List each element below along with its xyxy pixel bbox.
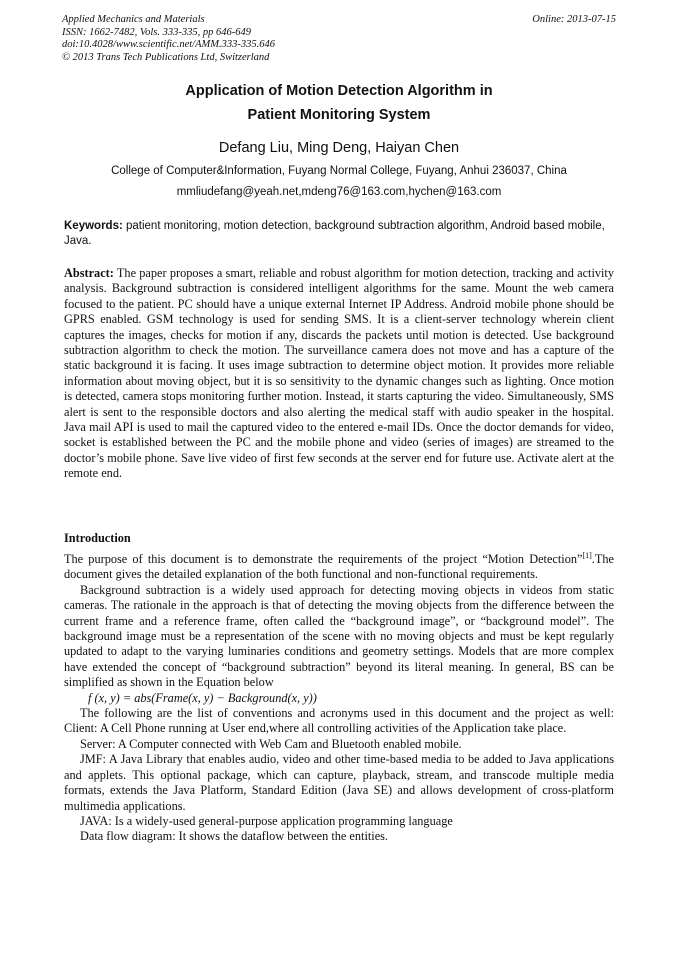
doi-line: doi:10.4028/www.scientific.net/AMM.333-335.646 [62,39,275,50]
abstract-label: Abstract: [64,266,114,280]
abstract-text: The paper proposes a smart, reliable and robust algorithm for motion detection, tracking and activity analysis. Background subtraction is considered intelligent algorithms for the same. Mount the web camera focused to the patient. PC should have a unique external Internet IP Address. Android mobile phone should be GPRS enabled. GSM technology is used for sending SMS. It is a client-server technology wherein client captures the images, checks for motion if any, discards the packets until motion is detected. Use background subtraction algorithm to check the motion. The surveillance camera does not move and has a capture of the static background it is facing. It uses image subtraction to determine object motion. It provides more reliable information about moving object, but it is so sensitivity to the dynamic changes such as lighting. Once motion is detected, camera stops monitoring further motion. Instead, it starts capturing the video. Simultaneously, SMS alert is sent to the responsible doctors and also alerting the medical staff with audio speaker in the hospital. Java mail API is used to mail the captured video to the entered e-mail IDs. Once the doctor demands for video, socket is established between the PC and the mobile phone and video (series of images) are streamed to the doctor’s mobile phone. Save live video of first few seconds at the server end for future use. Activate alert at the remote end. [64,266,614,481]
keywords-text: patient monitoring, motion detection, background subtraction algorithm, Android based mobile, Java. [64,220,605,247]
section-heading-introduction: Introduction [64,531,131,545]
keywords [64,219,614,249]
intro-p1-text-b: .The document gives the detailed explanation of the both functional and non-functional requirements. [64,552,614,582]
journal-header [62,14,275,64]
issn-line: ISSN: 1662-7482, Vols. 333-335, pp 646-649 [62,26,251,38]
definition-jmf: JMF: A Java Library that enables audio, video and other time-based media to be added to Java applications and applets. This optional package, which can capture, playback, stream, and transcode multiple media formats, extends the Java Platform, Standard Edition (Java SE) and allows development of cross-platform multimedia applications. [64,752,614,813]
keywords-label: Keywords: [64,220,123,232]
definition-java: JAVA: Is a widely-used general-purpose application programming language [80,813,453,828]
authors: Defang Liu, Ming Deng, Haiyan Chen [218,140,460,156]
title-line-1: Application of Motion Detection Algorithm in [185,83,493,99]
introduction-body [64,552,614,845]
intro-p1-text-a: The purpose of this document is to demonstrate the requirements of the project “Motion Detection” [64,552,583,566]
abstract [64,266,614,482]
equation-background-subtraction: f (x, y) = abs(Frame(x, y) − Background(x, y)) [88,690,317,705]
intro-paragraph-1 [64,552,614,583]
citation-ref-1[interactable]: [1] [582,550,592,560]
journal-name: Applied Mechanics and Materials [62,14,205,25]
intro-paragraph-2: Background subtraction is a widely used approach for detecting moving objects in videos from static cameras. The rationale in the approach is that of detecting the moving objects from the difference between the current frame and a reference frame, often called the “background image”, or “background model”. The background image must be a representation of the scene with no moving objects and must be kept regularly updated to adapt to the varying luminaries conditions and geometry settings. Models that are more complex have extended the concept of “background subtraction” beyond its literal meaning. In general, BS can be simplified as shown in the Equation below [64,582,614,690]
intro-paragraph-3: The following are the list of conventions and acronyms used in this document and the project as well: Client: A Cell Phone running at User end,where all controlling activities of the Application take place. [64,706,614,736]
affiliation: College of Computer&Information, Fuyang Normal College, Fuyang, Anhui 236037, China [111,165,567,177]
definition-server: Server: A Computer connected with Web Cam and Bluetooth enabled mobile. [80,736,462,751]
title-line-2: Patient Monitoring System [247,107,431,123]
copyright-line: © 2013 Trans Tech Publications Ltd, Switzerland [62,51,270,63]
paper-title [0,79,678,127]
definition-data-flow-diagram: Data flow diagram: It shows the dataflow between the entities. [80,829,389,844]
author-emails: mmliudefang@yeah.net,mdeng76@163.com,hychen@163.com [176,186,502,198]
online-date: Online: 2013-07-15 [532,14,616,25]
